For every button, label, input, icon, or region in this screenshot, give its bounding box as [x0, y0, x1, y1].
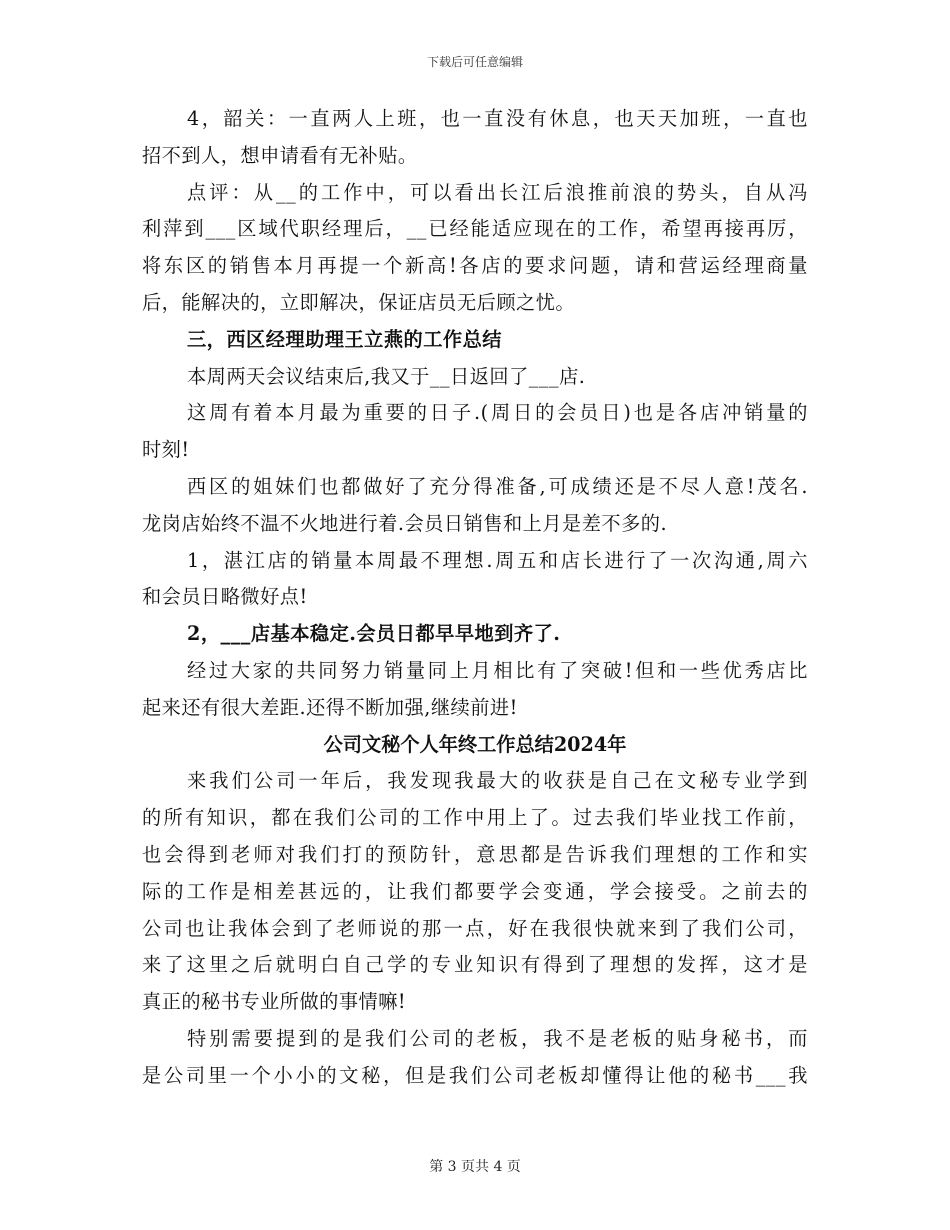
paragraph-line: 西区的姐妹们也都做好了充分得准备,可成绩还是不尽人意!茂名.: [187, 474, 808, 498]
paragraph-line: 和会员日略微好点!: [142, 585, 308, 609]
paragraph-line: 特别需要提到的是我们公司的老板，我不是老板的贴身秘书，而: [187, 1026, 808, 1050]
paragraph-line: 4，韶关：一直两人上班，也一直没有休息，也天天加班，一直也: [187, 107, 808, 130]
bold-paragraph-line: 2，___店基本稳定.会员日都早早地到齐了.: [187, 622, 561, 646]
paragraph-line: 经过大家的共同努力销量同上月相比有了突破!但和一些优秀店比: [187, 658, 808, 682]
paragraph-line: 龙岗店始终不温不火地进行着.会员日销售和上月是差不多的.: [142, 511, 668, 535]
paragraph-line: 是公司里一个小小的文秘，但是我们公司老板却懂得让他的秘书___我: [142, 1063, 808, 1087]
paragraph-line: 后，能解决的，立即解决，保证店员无后顾之忧。: [142, 290, 576, 314]
paragraph-line: 招不到人，想申请看有无补贴。: [142, 143, 418, 167]
paragraph-line: 公司也让我体会到了老师说的那一点，好在我很快就来到了我们公司，: [142, 916, 808, 940]
paragraph-line: 点评：从__的工作中，可以看出长江后浪推前浪的势头，自从冯: [187, 180, 808, 204]
paragraph-line: 将东区的销售本月再提一个新高!各店的要求问题，请和营运经理商量: [142, 254, 808, 278]
document-body: [142, 106, 808, 1100]
paragraph-line: 时刻!: [142, 438, 190, 462]
paragraph-line: 起来还有很大差距.还得不断加强,继续前进!: [142, 695, 518, 719]
paragraph-line: 这周有着本月最为重要的日子.(周日的会员日)也是各店冲销量的: [187, 401, 808, 425]
paragraph-line: 来我们公司一年后，我发现我最大的收获是自己在文秘专业学到: [187, 769, 808, 793]
page-footer: 第 3 页共 4 页: [429, 1159, 521, 1175]
article-title: 公司文秘个人年终工作总结2024年: [323, 732, 627, 756]
page-header: 下载后可任意编辑: [426, 55, 523, 69]
paragraph-line: 真正的秘书专业所做的事情嘛!: [142, 990, 407, 1014]
paragraph-line: 也会得到老师对我们打的预防针，意思都是告诉我们理想的工作和实: [142, 842, 808, 866]
paragraph-line: 1，湛江店的销量本周最不理想.周五和店长进行了一次沟通,周六: [187, 548, 808, 572]
paragraph-line: 的所有知识，都在我们公司的工作中用上了。过去我们毕业找工作前，: [142, 806, 808, 830]
paragraph-line: 际的工作是相差甚远的，让我们都要学会变通，学会接受。之前去的: [142, 879, 808, 903]
paragraph-line: 本周两天会议结束后,我又于__日返回了___店.: [187, 364, 586, 388]
paragraph-line: 利萍到___区域代职经理后，__已经能适应现在的工作，希望再接再厉，: [142, 217, 808, 241]
paragraph-line: 来了这里之后就明白自己学的专业知识有得到了理想的发挥，这才是: [142, 953, 808, 977]
section-heading: 三，西区经理助理王立燕的工作总结: [187, 327, 502, 351]
